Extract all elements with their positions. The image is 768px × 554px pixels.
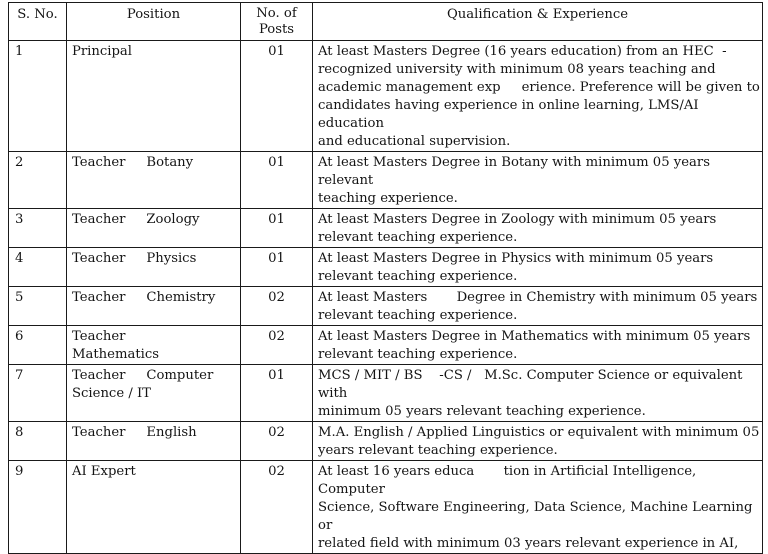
table-row: [9, 461, 763, 554]
row-qualification: M.A. English / Applied Linguistics or equivalent with minimum 05 years relevant teaching experience.: [313, 422, 763, 461]
row-position: Teacher Chemistry: [67, 287, 241, 326]
row-position: Teacher Zoology: [67, 209, 241, 248]
row-posts: 01: [241, 41, 313, 152]
table-row: [9, 326, 763, 365]
table-body: [9, 41, 763, 554]
row-position: Teacher Botany: [67, 152, 241, 209]
header-posts: No. of Posts: [241, 3, 313, 41]
table-row: [9, 287, 763, 326]
row-position: Teacher Computer Science / IT: [67, 365, 241, 422]
row-sno: 2: [9, 152, 67, 209]
row-posts: 02: [241, 422, 313, 461]
header-sno: S. No.: [9, 3, 67, 41]
row-posts: 02: [241, 326, 313, 365]
row-sno: 3: [9, 209, 67, 248]
row-qualification: MCS / MIT / BS -CS / M.Sc. Computer Science or equivalent with minimum 05 years relevant teaching experience.: [313, 365, 763, 422]
row-sno: 7: [9, 365, 67, 422]
row-qualification: At least Masters Degree (16 years education) from an HEC - recognized university with minimum 08 years teaching and academic management exp erience. Preference will be given to candidates having experience in online learning, LMS/AI education and educational supervision.: [313, 41, 763, 152]
row-posts: 01: [241, 248, 313, 287]
row-qualification: At least Masters Degree in Physics with minimum 05 years relevant teaching experience.: [313, 248, 763, 287]
table-row: [9, 365, 763, 422]
table-row: [9, 422, 763, 461]
row-posts: 01: [241, 152, 313, 209]
table-row: [9, 248, 763, 287]
row-sno: 9: [9, 461, 67, 554]
row-sno: 8: [9, 422, 67, 461]
row-position: Teacher English: [67, 422, 241, 461]
row-position: AI Expert: [67, 461, 241, 554]
row-sno: 1: [9, 41, 67, 152]
table-row: [9, 41, 763, 152]
row-sno: 6: [9, 326, 67, 365]
row-sno: 5: [9, 287, 67, 326]
row-qualification: At least Masters Degree in Chemistry with minimum 05 years relevant teaching experience.: [313, 287, 763, 326]
row-qualification: At least 16 years educa tion in Artificial Intelligence, Computer Science, Software Engineering, Data Science, Machine Learning or related field with minimum 03 years relevant experience in AI,: [313, 461, 763, 554]
row-posts: 02: [241, 461, 313, 554]
row-qualification: At least Masters Degree in Zoology with minimum 05 years relevant teaching experience.: [313, 209, 763, 248]
row-position: Principal: [67, 41, 241, 152]
row-position: Teacher Mathematics: [67, 326, 241, 365]
table-header-row: [9, 3, 763, 41]
header-qualification: Qualification & Experience: [313, 3, 763, 41]
table-row: [9, 152, 763, 209]
positions-table: [8, 2, 763, 554]
row-posts: 02: [241, 287, 313, 326]
row-posts: 01: [241, 209, 313, 248]
header-position: Position: [67, 3, 241, 41]
table-row: [9, 209, 763, 248]
row-qualification: At least Masters Degree in Botany with minimum 05 years relevant teaching experience.: [313, 152, 763, 209]
row-position: Teacher Physics: [67, 248, 241, 287]
row-sno: 4: [9, 248, 67, 287]
row-qualification: At least Masters Degree in Mathematics with minimum 05 years relevant teaching experience.: [313, 326, 763, 365]
row-posts: 01: [241, 365, 313, 422]
